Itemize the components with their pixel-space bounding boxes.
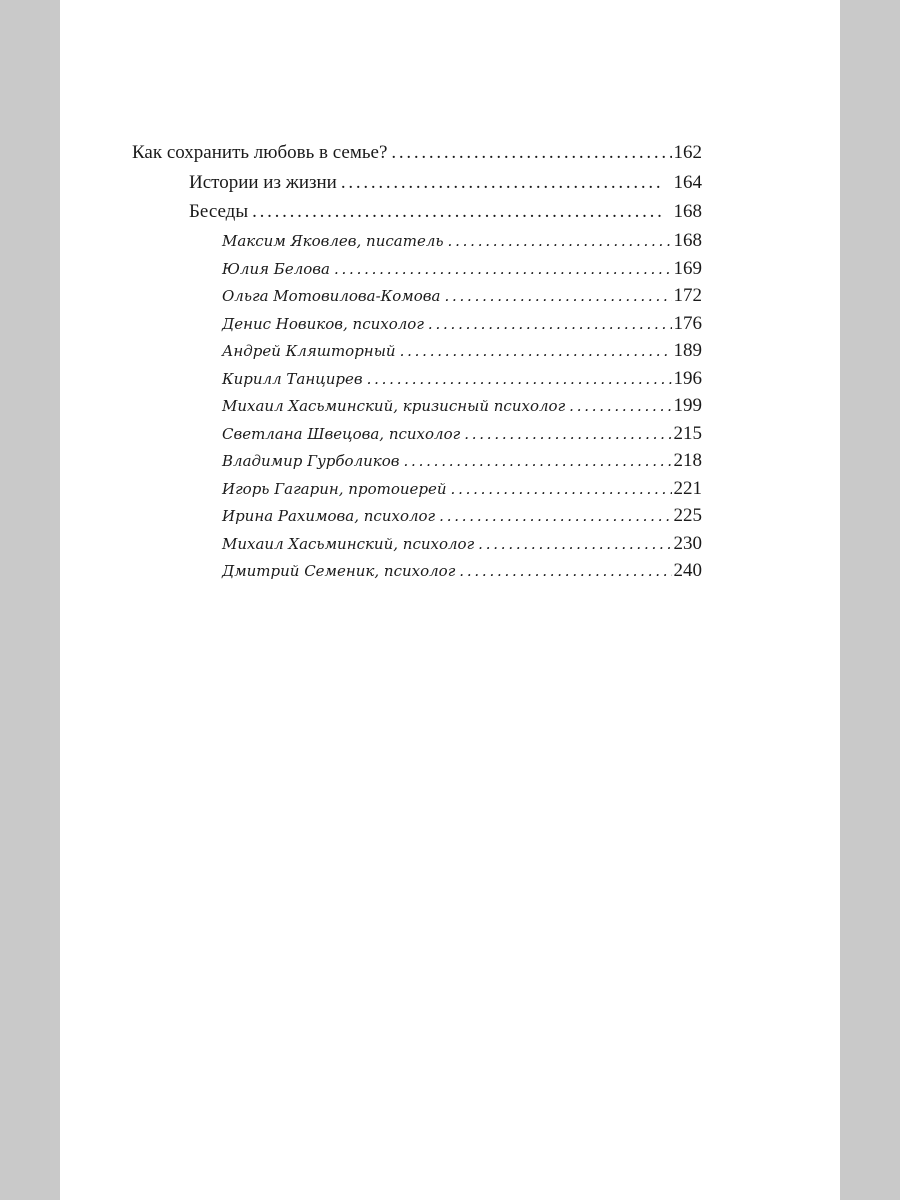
toc-entry-interview [132, 560, 702, 588]
dot-leader [444, 287, 671, 305]
toc-entry-title: Андрей Кляшторный [222, 342, 396, 360]
toc-entry-title: Как сохранить любовь в семье? [132, 142, 388, 163]
table-of-contents [132, 142, 702, 588]
toc-entry-title: Истории из жизни [189, 172, 337, 193]
toc-entry-page: 230 [673, 532, 702, 554]
toc-entry-page: 169 [673, 257, 702, 279]
dot-leader [569, 397, 671, 415]
toc-entry-page: 240 [673, 560, 702, 581]
toc-entry-page: 196 [673, 367, 702, 389]
dot-leader [478, 535, 671, 553]
dot-leader [459, 562, 671, 580]
toc-entry-page: 189 [673, 340, 702, 361]
toc-entry-title: Михаил Хасьминский, кризисный психолог [222, 397, 566, 415]
dot-leader [252, 201, 661, 223]
dot-leader [404, 452, 672, 470]
dot-leader [428, 315, 672, 333]
toc-entry-page: 176 [673, 312, 702, 334]
toc-entry-interview [132, 478, 702, 506]
toc-entry-title: Беседы [189, 201, 249, 222]
toc-entry-interview [132, 423, 702, 451]
toc-entry-page: 221 [673, 477, 702, 499]
toc-entry-main [132, 142, 702, 172]
toc-entry-section [132, 172, 702, 201]
toc-entry-title: Денис Новиков, психолог [222, 314, 424, 333]
toc-entry-page: 218 [673, 450, 702, 471]
toc-entry-interview [132, 368, 702, 396]
toc-entry-title: Кирилл Танцирев [222, 369, 363, 388]
toc-entry-interview [132, 505, 702, 533]
toc-entry-interview [132, 395, 702, 423]
toc-entry-section [132, 201, 702, 230]
toc-entry-page: 172 [673, 285, 702, 306]
toc-entry-title: Юлия Белова [222, 259, 330, 278]
toc-entry-page: 199 [673, 395, 702, 416]
toc-entry-interview [132, 230, 702, 258]
dot-leader [367, 370, 672, 388]
toc-entry-page: 215 [673, 422, 702, 444]
toc-entry-page: 168 [673, 230, 702, 251]
toc-entry-title: Михаил Хасьминский, психолог [222, 534, 475, 553]
toc-entry-page: 162 [673, 142, 702, 163]
toc-entry-title: Ольга Мотовилова-Комова [222, 287, 441, 305]
book-page [60, 0, 840, 1200]
toc-entry-title: Ирина Рахимова, психолог [222, 507, 436, 525]
toc-entry-interview [132, 450, 702, 478]
toc-entry-interview [132, 340, 702, 368]
toc-entry-title: Максим Яковлев, писатель [222, 232, 444, 250]
toc-entry-title: Владимир Гурболиков [222, 452, 400, 470]
dot-leader [448, 232, 672, 250]
dot-leader [391, 142, 671, 164]
toc-entry-interview [132, 285, 702, 313]
toc-entry-interview [132, 313, 702, 341]
dot-leader [334, 260, 672, 278]
toc-entry-interview [132, 533, 702, 561]
dot-leader [400, 342, 672, 360]
dot-leader [464, 425, 671, 443]
toc-entry-page: 168 [673, 201, 702, 222]
toc-entry-title: Дмитрий Семеник, психолог [222, 562, 456, 580]
dot-leader [341, 172, 662, 194]
toc-entry-title: Светлана Швецова, психолог [222, 424, 461, 443]
dot-leader [451, 480, 672, 498]
toc-entry-page: 164 [673, 172, 702, 193]
toc-entry-interview [132, 258, 702, 286]
toc-entry-page: 225 [673, 505, 702, 526]
toc-entry-title: Игорь Гагарин, протоиерей [222, 479, 447, 498]
dot-leader [439, 507, 671, 525]
